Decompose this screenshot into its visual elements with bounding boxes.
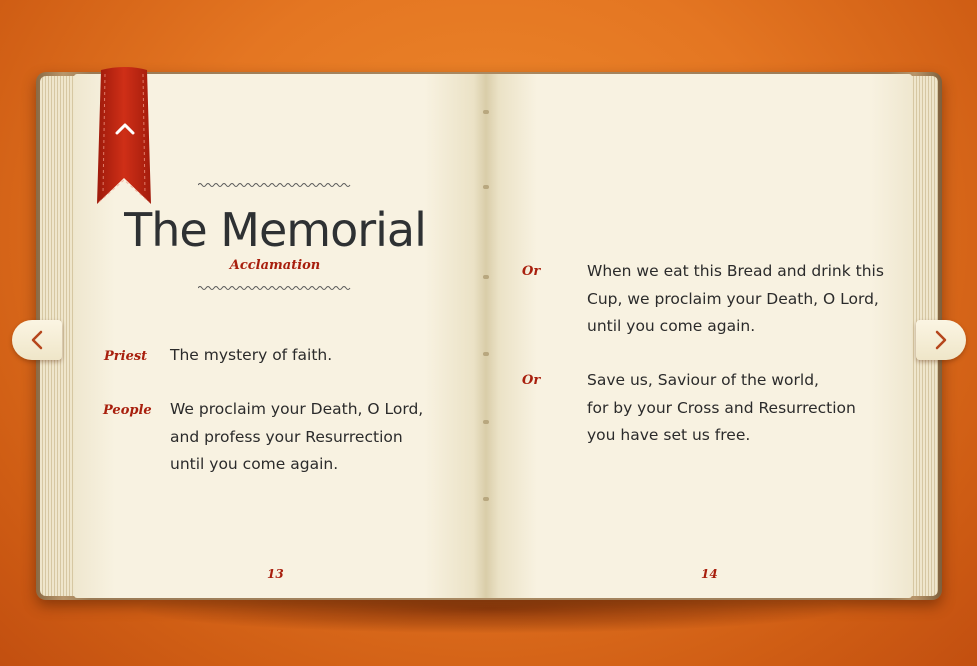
spine-notch	[483, 352, 489, 356]
spine-notch	[483, 110, 489, 114]
previous-page-button[interactable]	[12, 320, 62, 360]
chevron-right-icon	[934, 329, 948, 351]
spine-notch	[483, 420, 489, 424]
next-page-button[interactable]	[916, 320, 966, 360]
spine-notch	[483, 185, 489, 189]
speaker-label: Or	[522, 264, 541, 279]
speaker-label: People	[103, 403, 152, 418]
verse-text: Save us, Saviour of the world, for by your Cross and Resurrection you have set us free.	[587, 371, 856, 444]
chevron-left-icon	[30, 329, 44, 351]
chevron-up-icon[interactable]	[114, 118, 136, 140]
section-heading	[110, 180, 440, 293]
decorative-squiggle	[198, 283, 352, 293]
spine-notch	[483, 275, 489, 279]
verse-text: When we eat this Bread and drink this Cup, we proclaim your Death, O Lord, until you come again.	[587, 262, 884, 335]
verse-text: The mystery of faith.	[170, 346, 333, 364]
speaker-label: Or	[522, 373, 541, 388]
page-subtitle: Acclamation	[229, 258, 321, 273]
spine-notch	[483, 497, 489, 501]
decorative-squiggle	[198, 180, 352, 190]
page-number: 14	[701, 567, 718, 581]
page-number: 13	[267, 567, 284, 581]
verse-text: We proclaim your Death, O Lord, and profess your Resurrection until you come again.	[170, 400, 424, 473]
page-title: The Memorial	[124, 203, 426, 257]
speaker-label: Priest	[104, 349, 148, 364]
